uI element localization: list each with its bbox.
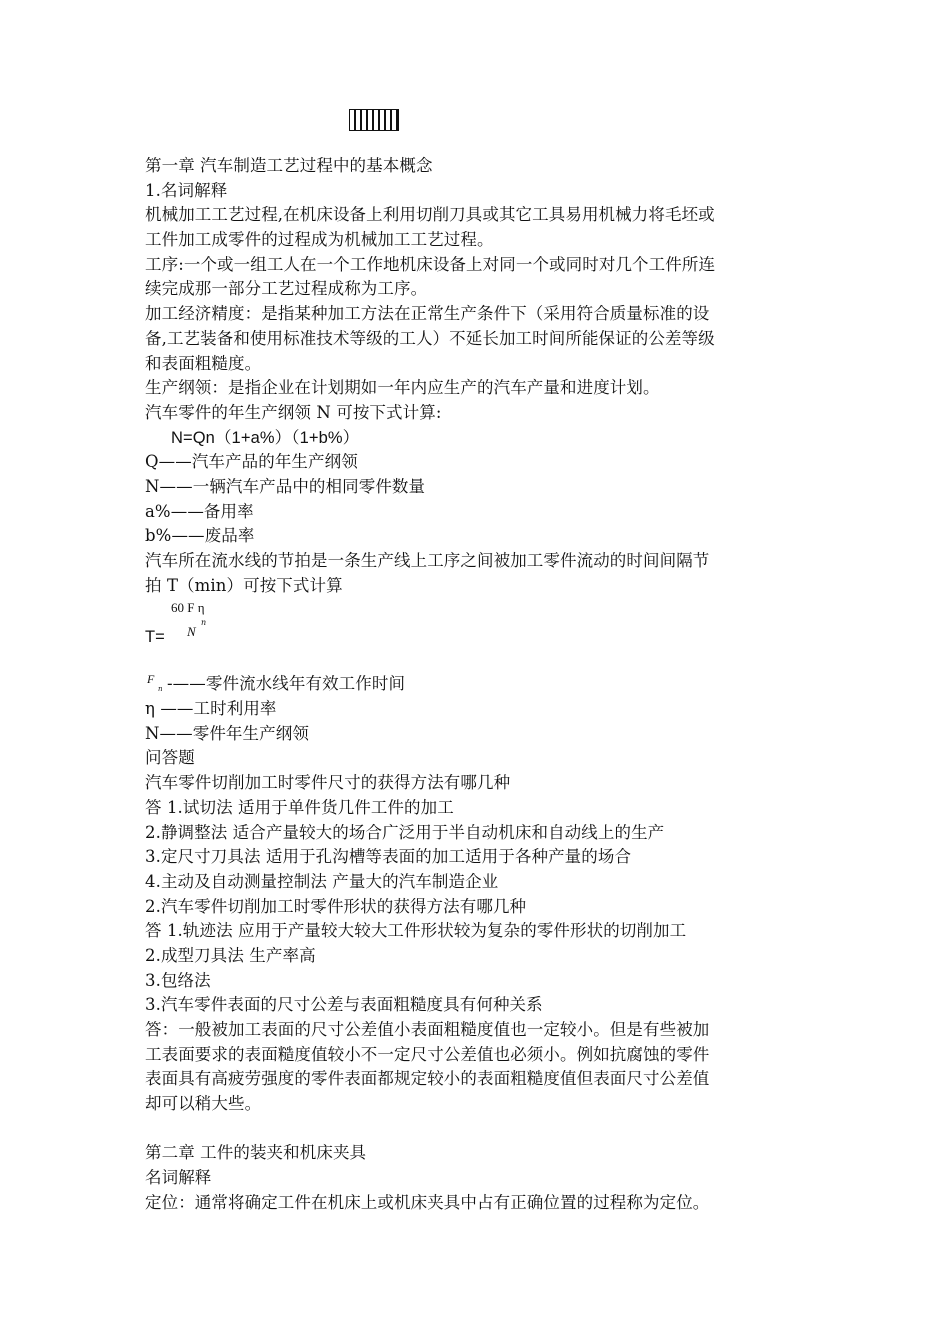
definition-line: b%——废品率 — [145, 526, 255, 546]
formula-denominator: N — [187, 624, 196, 640]
formula-subscript: n — [201, 618, 207, 628]
answer-line: 4.主动及自动测量控制法 产量大的汽车制造企业 — [145, 871, 499, 891]
answer-line: 答：一般被加工表面的尺寸公差值小表面粗糙度值也一定较小。但是有些被加 — [145, 1020, 710, 1039]
fn-symbol-f: F — [147, 671, 155, 686]
question-line: 3.汽车零件表面的尺寸公差与表面粗糙度具有何种关系 — [145, 995, 543, 1015]
qa-heading: 问答题 — [145, 748, 195, 768]
answer-line: 表面具有高疲劳强度的零件表面都规定较小的表面粗糙度值但表面尺寸公差值 — [145, 1069, 710, 1089]
paragraph-line: 汽车所在流水线的节拍是一条生产线上工序之间被加工零件流动的时间间隔节 — [145, 551, 710, 570]
answer-line: 答 1.试切法 适用于单件货几件工件的加工 — [145, 797, 454, 817]
question-line: 2.汽车零件切削加工时零件形状的获得方法有哪几种 — [145, 896, 527, 916]
paragraph-line: 备,工艺装备和使用标准技术等级的工人）不延长加工时间所能保证的公差等级 — [145, 328, 715, 348]
paragraph-line: 加工经济精度：是指某种加工方法在正常生产条件下（采用符合质量标准的设 — [145, 304, 710, 324]
fn-definition: -——零件流水线年有效工作时间 — [167, 674, 406, 694]
formula-t — [145, 598, 815, 672]
fn-symbol-n: n — [158, 684, 163, 693]
formula-numerator: 60 F η — [171, 600, 205, 616]
definition-line: N——一辆汽车产品中的相同零件数量 — [145, 476, 426, 496]
paragraph-line: 续完成那一部分工艺过程成称为工序。 — [145, 279, 428, 299]
answer-line: 2.成型刀具法 生产率高 — [145, 945, 316, 965]
definition-line — [145, 672, 815, 697]
paragraph-line: 工序:一个或一组工人在一个工作地机床设备上对同一个或同时对几个工件所连 — [145, 254, 716, 274]
paragraph-line: 和表面粗糙度。 — [145, 353, 262, 373]
document-body — [145, 154, 815, 1216]
section-heading: 1.名词解释 — [145, 180, 228, 200]
answer-line: 3.包络法 — [145, 970, 211, 990]
fn-symbol — [145, 671, 167, 695]
answer-line: 答 1.轨迹法 应用于产量较大较大工件形状较为复杂的零件形状的切削加工 — [145, 921, 687, 941]
paragraph-line: 工件加工成零件的过程成为机械加工工艺过程。 — [145, 230, 494, 250]
paragraph-gap — [145, 1117, 815, 1142]
definition-line: a%——备用率 — [145, 501, 254, 521]
paragraph-line: 生产纲领：是指企业在计划期如一年内应生产的汽车产量和进度计划。 — [145, 378, 660, 398]
question-line: 汽车零件切削加工时零件尺寸的获得方法有哪几种 — [145, 773, 511, 793]
definition-line: Q——汽车产品的年生产纲领 — [145, 452, 358, 472]
answer-line: 工表面要求的表面糙度值较小不一定尺寸公差值也必须小。例如抗腐蚀的零件 — [145, 1044, 710, 1064]
paragraph-line: 定位：通常将确定工件在机床上或机床夹具中占有正确位置的过程称为定位。 — [145, 1192, 710, 1212]
section-heading: 名词解释 — [145, 1168, 212, 1188]
answer-line: 2.静调整法 适合产量较大的场合广泛用于半自动机床和自动线上的生产 — [145, 822, 665, 842]
paragraph-line: 汽车零件的年生产纲领 N 可按下式计算: — [145, 402, 442, 422]
paragraph-line: 拍 T（min）可按下式计算 — [145, 575, 343, 595]
paragraph-line: 机械加工工艺过程,在机床设备上利用切削刀具或其它工具易用机械力将毛坯或 — [145, 205, 715, 225]
definition-line: N——零件年生产纲领 — [145, 723, 309, 743]
chapter-1-heading: 第一章 汽车制造工艺过程中的基本概念 — [145, 156, 433, 175]
answer-line: 3.定尺寸刀具法 适用于孔沟槽等表面的加工适用于各种产量的场合 — [145, 847, 632, 867]
chapter-2-heading: 第二章 工件的装夹和机床夹具 — [145, 1143, 367, 1163]
definition-line: η ——工时利用率 — [145, 699, 277, 719]
formula-n: N=Qn（1+a%）（1+b%） — [171, 428, 360, 447]
garbled-title-glyphs — [349, 109, 399, 131]
formula-lhs: T= — [145, 628, 165, 647]
answer-line: 却可以稍大些。 — [145, 1094, 262, 1114]
